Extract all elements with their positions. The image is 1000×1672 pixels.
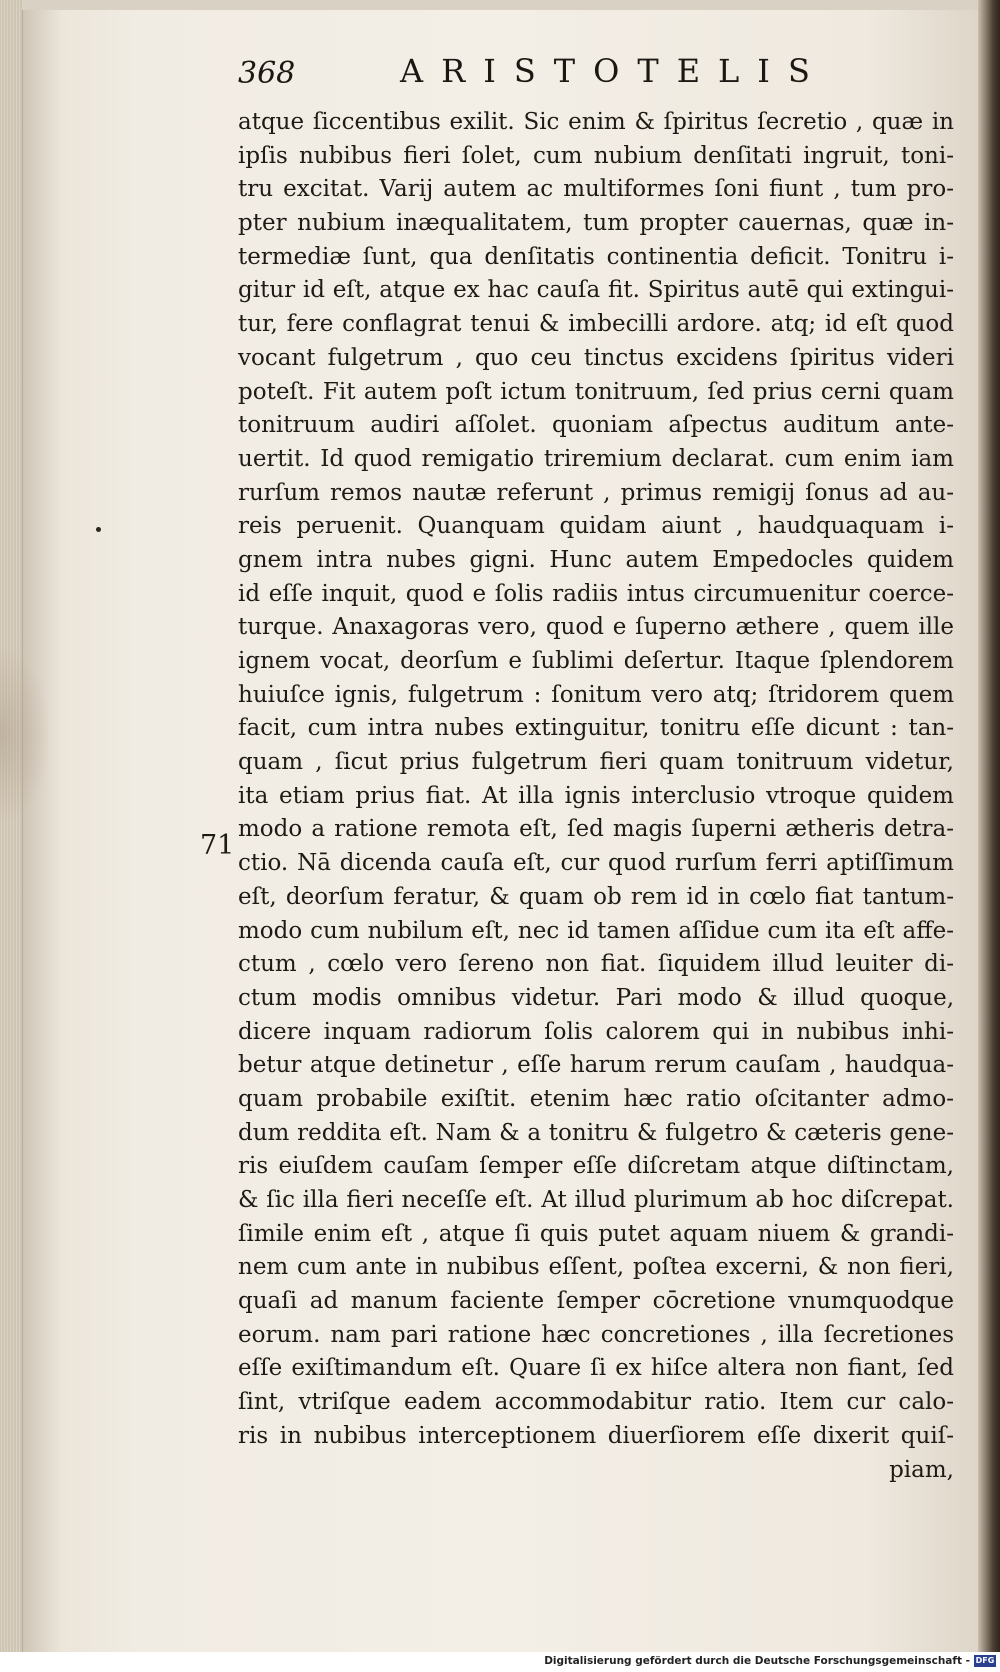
text-line: huiuſce ignis, fulgetrum : ſonitum vero atq; ſtridorem quem bbox=[238, 681, 954, 708]
text-line: quam probabile exiſtit. etenim hæc ratio oſcitanter admo- bbox=[238, 1085, 954, 1112]
funding-credit: Digitalisierung gefördert durch die Deutsche Forschungsgemeinschaft - bbox=[544, 1655, 970, 1667]
text-line: pter nubium inæqualitatem, tum propter cauernas, quæ in- bbox=[238, 210, 954, 237]
dfg-logo-icon: DFG bbox=[975, 1656, 995, 1665]
text-line: gitur id eſt, atque ex hac cauſa fit. Spiritus autē qui extingui- bbox=[238, 277, 954, 304]
text-line: id eſſe inquit, quod e ſolis radiis intus circumuenitur coerce- bbox=[238, 580, 954, 607]
page-number: 368 bbox=[238, 56, 296, 91]
text-line: ſimile enim eſt , atque ſi quis putet aquam niuem & grandi- bbox=[238, 1220, 954, 1247]
running-title: ARISTOTELIS bbox=[400, 52, 828, 90]
text-line: reis peruenit. Quanquam quidam aiunt , haudquaquam i- bbox=[238, 513, 954, 540]
text-line: ctio. Nā dicenda cauſa eſt, cur quod rurſum ferri aptiſſimum bbox=[238, 850, 954, 877]
text-line: rurſum remos nautæ referunt , primus remigij ſonus ad au- bbox=[238, 479, 954, 506]
text-line: dicere inquam radiorum ſolis calorem qui in nubibus inhi- bbox=[238, 1018, 954, 1045]
text-line: ris in nubibus interceptionem diuerſiorem eſſe dixerit quiſ- bbox=[238, 1422, 954, 1449]
running-head bbox=[238, 52, 828, 98]
text-line: betur atque detinetur , eſſe harum rerum cauſam , haudqua- bbox=[238, 1052, 954, 1079]
margin-note: 71 bbox=[200, 830, 235, 861]
text-line: gnem intra nubes gigni. Hunc autem Empedocles quidem bbox=[238, 546, 954, 573]
text-line: turque. Anaxagoras vero, quod e ſuperno æthere , quem ille bbox=[238, 614, 954, 641]
text-line: dum reddita eſt. Nam & a tonitru & fulgetro & cæteris gene- bbox=[238, 1119, 954, 1146]
text-line: termediæ ſunt, qua denſitatis continentia deficit. Tonitru i- bbox=[238, 243, 954, 270]
catchword: piam, bbox=[889, 1456, 954, 1483]
text-line: modo cum nubilum eſt, nec id tamen aſſidue cum ita eſt affe- bbox=[238, 917, 954, 944]
text-line: vocant fulgetrum , quo ceu tinctus excidens ſpiritus videri bbox=[238, 344, 954, 371]
text-line: uertit. Id quod remigatio triremium declarat. cum enim iam bbox=[238, 445, 954, 472]
text-line: poteſt. Fit autem poſt ictum tonitruum, ſed prius cerni quam bbox=[238, 378, 954, 405]
page-edges bbox=[0, 0, 22, 1652]
text-line: eorum. nam pari ratione hæc concretiones , illa ſecretiones bbox=[238, 1321, 954, 1348]
text-line: modo a ratione remota eſt, ſed magis ſuperni ætheris detra- bbox=[238, 816, 954, 843]
text-line: nem cum ante in nubibus eſſent, poſtea excerni, & non fieri, bbox=[238, 1254, 954, 1281]
text-line: quam , ſicut prius fulgetrum fieri quam tonitruum videtur, bbox=[238, 749, 954, 776]
text-line: quaſi ad manum faciente ſemper cōcretione vnumquodque bbox=[238, 1288, 954, 1315]
text-line: ignem vocat, deorſum e ſublimi deſertur. Itaque ſplendorem bbox=[238, 648, 954, 674]
paper-stain bbox=[0, 650, 48, 820]
text-line: ipſis nubibus fieri ſolet, cum nubium denſitati ingruit, toni- bbox=[238, 142, 954, 169]
text-line: ris eiuſdem cauſam ſemper eſſe diſcretam atque diſtinctam, bbox=[238, 1153, 954, 1180]
text-line: ita etiam prius fiat. At illa ignis interclusio vtroque quidem bbox=[238, 782, 954, 809]
text-line: tur, fere conflagrat tenui & imbecilli ardore. atq; id eſt quod bbox=[238, 311, 954, 338]
text-line: ctum modis omnibus videtur. Pari modo & illud quoque, bbox=[238, 984, 954, 1011]
text-line: tru excitat. Varij autem ac multiformes ſoni fiunt , tum pro- bbox=[238, 176, 954, 203]
book-binding bbox=[978, 0, 1000, 1652]
body-text bbox=[238, 106, 954, 1487]
text-line: atque ſiccentibus exilit. Sic enim & ſpiritus ſecretio , quæ in bbox=[238, 109, 954, 135]
text-line: eſt, deorſum feratur, & quam ob rem id in cœlo fiat tantum- bbox=[238, 883, 954, 910]
text-line: ctum , cœlo vero ſereno non fiat. ſiquidem illud leuiter di- bbox=[238, 951, 954, 978]
text-line: ſint, vtriſque eadem accommodabitur ratio. Item cur calo- bbox=[238, 1389, 954, 1416]
text-line: facit, cum intra nubes extinguitur, tonitru eſſe dicunt : tan- bbox=[238, 715, 954, 742]
digitization-footer bbox=[0, 1652, 1000, 1672]
text-line: tonitruum audiri aſſolet. quoniam aſpectus auditum ante- bbox=[238, 412, 954, 439]
margin-dot bbox=[96, 527, 101, 532]
text-line: eſſe exiſtimandum eſt. Quare ſi ex hiſce altera non fiant, ſed bbox=[238, 1355, 954, 1382]
text-line: & ſic illa fieri neceſſe eſt. At illud plurimum ab hoc diſcrepat. bbox=[238, 1187, 954, 1213]
